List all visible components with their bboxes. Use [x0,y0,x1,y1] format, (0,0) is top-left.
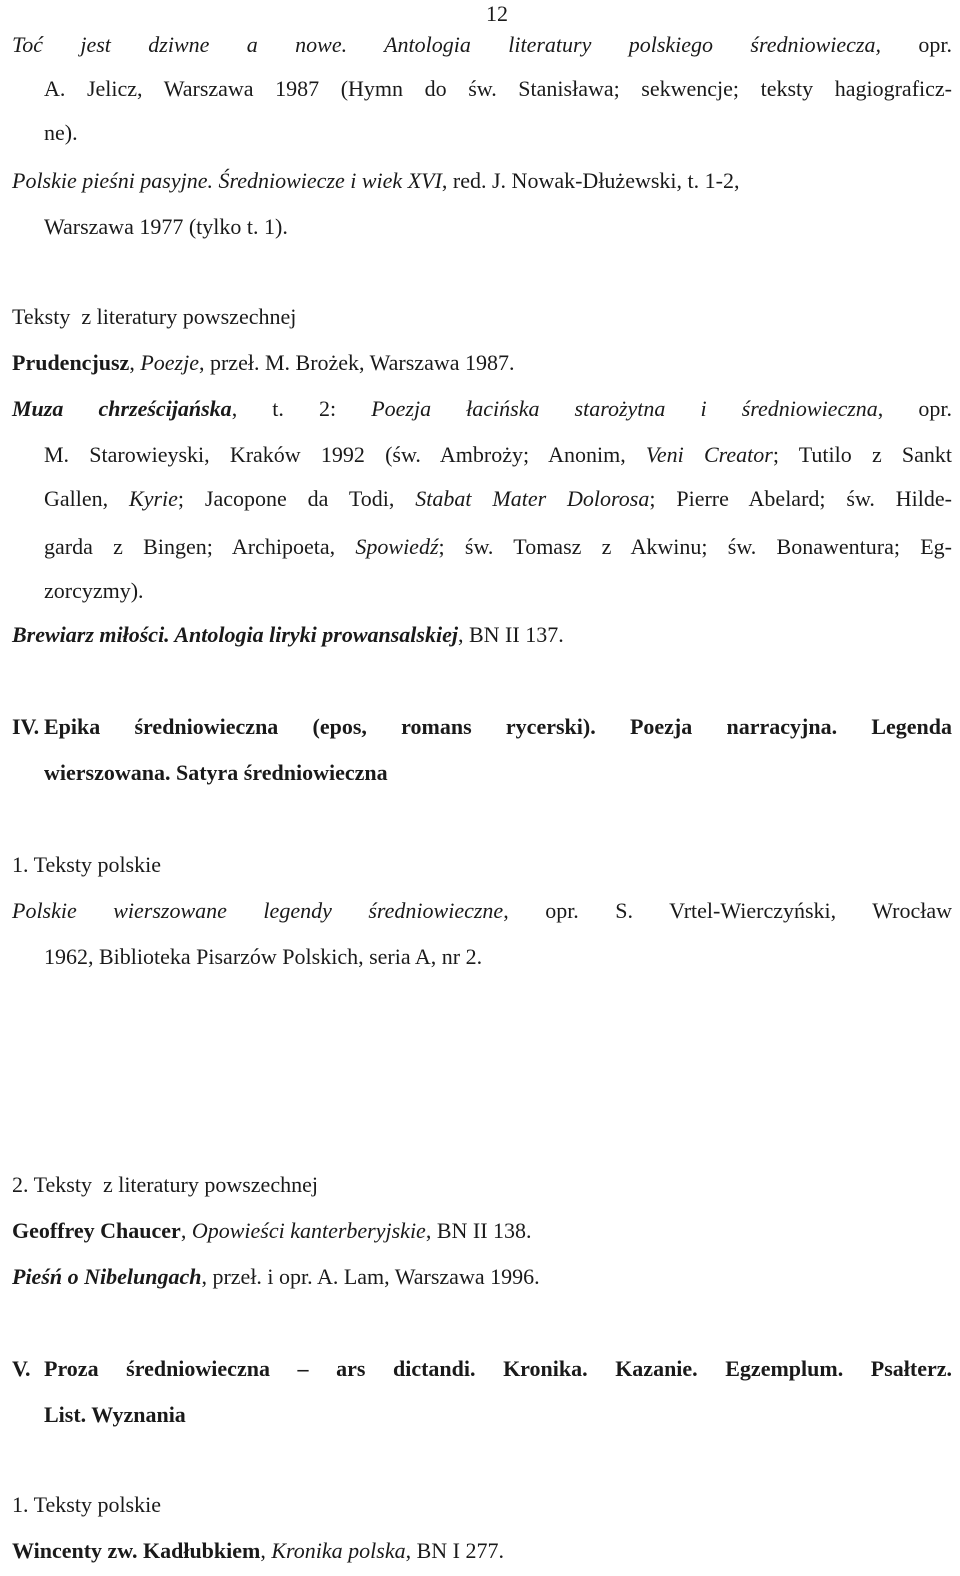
subsection-heading-text: 1. Teksty polskie [12,852,161,877]
bib-sep: , [129,350,141,375]
section-number: IV. [12,714,40,739]
bib-entry-prudencjusz [12,348,952,378]
subsection-heading [12,850,952,880]
bib-text: ne). [44,120,78,145]
section-title: wierszowana. Satyra średniowieczna [44,760,388,785]
subsection-heading [12,1490,952,1520]
bib-author: Prudencjusz [12,350,130,375]
bib-title: Spowiedź [355,534,439,559]
bib-author: Geoffrey Chaucer [12,1218,181,1243]
bib-subtitle: Poezja łacińska starożytna i średniowieczna [371,396,878,421]
bib-entry-muza-line4 [44,532,952,562]
bib-sep: , [260,1538,272,1563]
bib-entry-muza-line3 [44,484,952,514]
subsection-heading-text: 2. Teksty z literatury powszechnej [12,1172,318,1197]
bib-text: zorcyzmy). [44,578,144,603]
bib-entry-nibelungen [12,1262,952,1292]
subsection-heading [12,302,952,332]
bib-text: opr. [918,32,953,57]
subsection-heading-text: 1. Teksty polskie [12,1492,161,1517]
bib-entry-brewiarz [12,620,952,650]
bib-title: Brewiarz miłości. Antologia liryki prowansalskiej [12,622,458,647]
section-title: List. Wyznania [44,1402,186,1427]
bib-text: A. Jelicz, Warszawa 1987 (Hymn do św. Stanisława; sekwencje; teksty hagiograficz- [44,76,952,101]
bib-text: Warszawa 1977 (tylko t. 1). [44,214,288,239]
bib-text: ; św. Tomasz z Akwinu; św. Bonawentura; Eg- [438,534,952,559]
bib-text: ; Jacopone da Todi, [177,486,416,511]
bib-entry-chaucer [12,1216,952,1246]
bib-title: Pieśń o Nibelungach [12,1264,202,1289]
bib-entry-muza-line2 [44,440,952,470]
bib-title: Opowieści kanterberyjskie [191,1218,426,1243]
bib-text: , red. J. Nowak-Dłużewski, t. 1-2, [441,168,740,193]
bib-sep: , [180,1218,192,1243]
section-heading-iv-line1 [12,712,952,742]
section-title: Epika średniowieczna (epos, romans rycerski). Poezja narracyjna. Legenda [44,714,952,739]
page-number: 12 [486,1,508,26]
bib-title: Poezje [140,350,199,375]
bib-text: , przeł. i opr. A. Lam, Warszawa 1996. [201,1264,540,1289]
section-heading-iv-line2 [44,758,952,788]
bib-title: Kyrie [129,486,178,511]
subsection-heading-text: Teksty z literatury powszechnej [12,304,297,329]
bib-title: Polskie wierszowane legendy średniowieczne [12,898,504,923]
bib-title: Polskie pieśni pasyjne. Średniowiecze i wiek XVI [12,168,442,193]
bib-title: Toć jest dziwne a nowe. Antologia literatury polskiego średniowiecza, [12,32,881,57]
bib-text: M. Starowieyski, Kraków 1992 (św. Ambroży; Anonim, [44,442,646,467]
section-heading-v-line2 [44,1400,952,1430]
bib-text: , t. 2: [231,396,372,421]
bib-entry-pps-line2 [44,212,952,242]
bib-entry-kadlubek [12,1536,952,1566]
bib-text: ; Tutilo z Sankt [772,442,953,467]
section-heading-v-line1 [12,1354,952,1384]
bib-title: Veni Creator [645,442,773,467]
bib-entry-muza-line1 [12,394,952,424]
bib-text: , opr. [877,396,952,421]
bib-entry-toc-line3 [44,118,952,148]
bib-entry-pwl-line1 [12,896,952,926]
bib-text: , opr. S. Vrtel-Wierczyński, Wrocław [503,898,952,923]
bib-text: ; Pierre Abelard; św. Hilde- [649,486,952,511]
bib-text: , BN I 277. [405,1538,504,1563]
bib-title: Muza chrześcijańska [12,396,232,421]
bib-author: Wincenty zw. Kadłubkiem [12,1538,261,1563]
section-number: V. [12,1356,31,1381]
bib-entry-toc-line1 [12,30,952,60]
bib-text: Gallen, [44,486,130,511]
bib-text: 1962, Biblioteka Pisarzów Polskich, seria A, nr 2. [44,944,483,969]
bib-text: , przeł. M. Brożek, Warszawa 1987. [198,350,515,375]
subsection-heading [12,1170,952,1200]
section-title: Proza średniowieczna – ars dictandi. Kronika. Kazanie. Egzemplum. Psałterz. [44,1356,952,1381]
bib-entry-toc-line2 [44,74,952,104]
bib-entry-pwl-line2 [44,942,952,972]
bib-text: garda z Bingen; Archipoeta, [44,534,356,559]
bib-title: Stabat Mater Dolorosa [415,486,650,511]
bib-entry-muza-line5 [44,576,952,606]
bib-title: Kronika polska [271,1538,406,1563]
bib-text: , BN II 138. [425,1218,532,1243]
bib-text: , BN II 137. [457,622,564,647]
bib-entry-pps-line1 [12,166,952,196]
